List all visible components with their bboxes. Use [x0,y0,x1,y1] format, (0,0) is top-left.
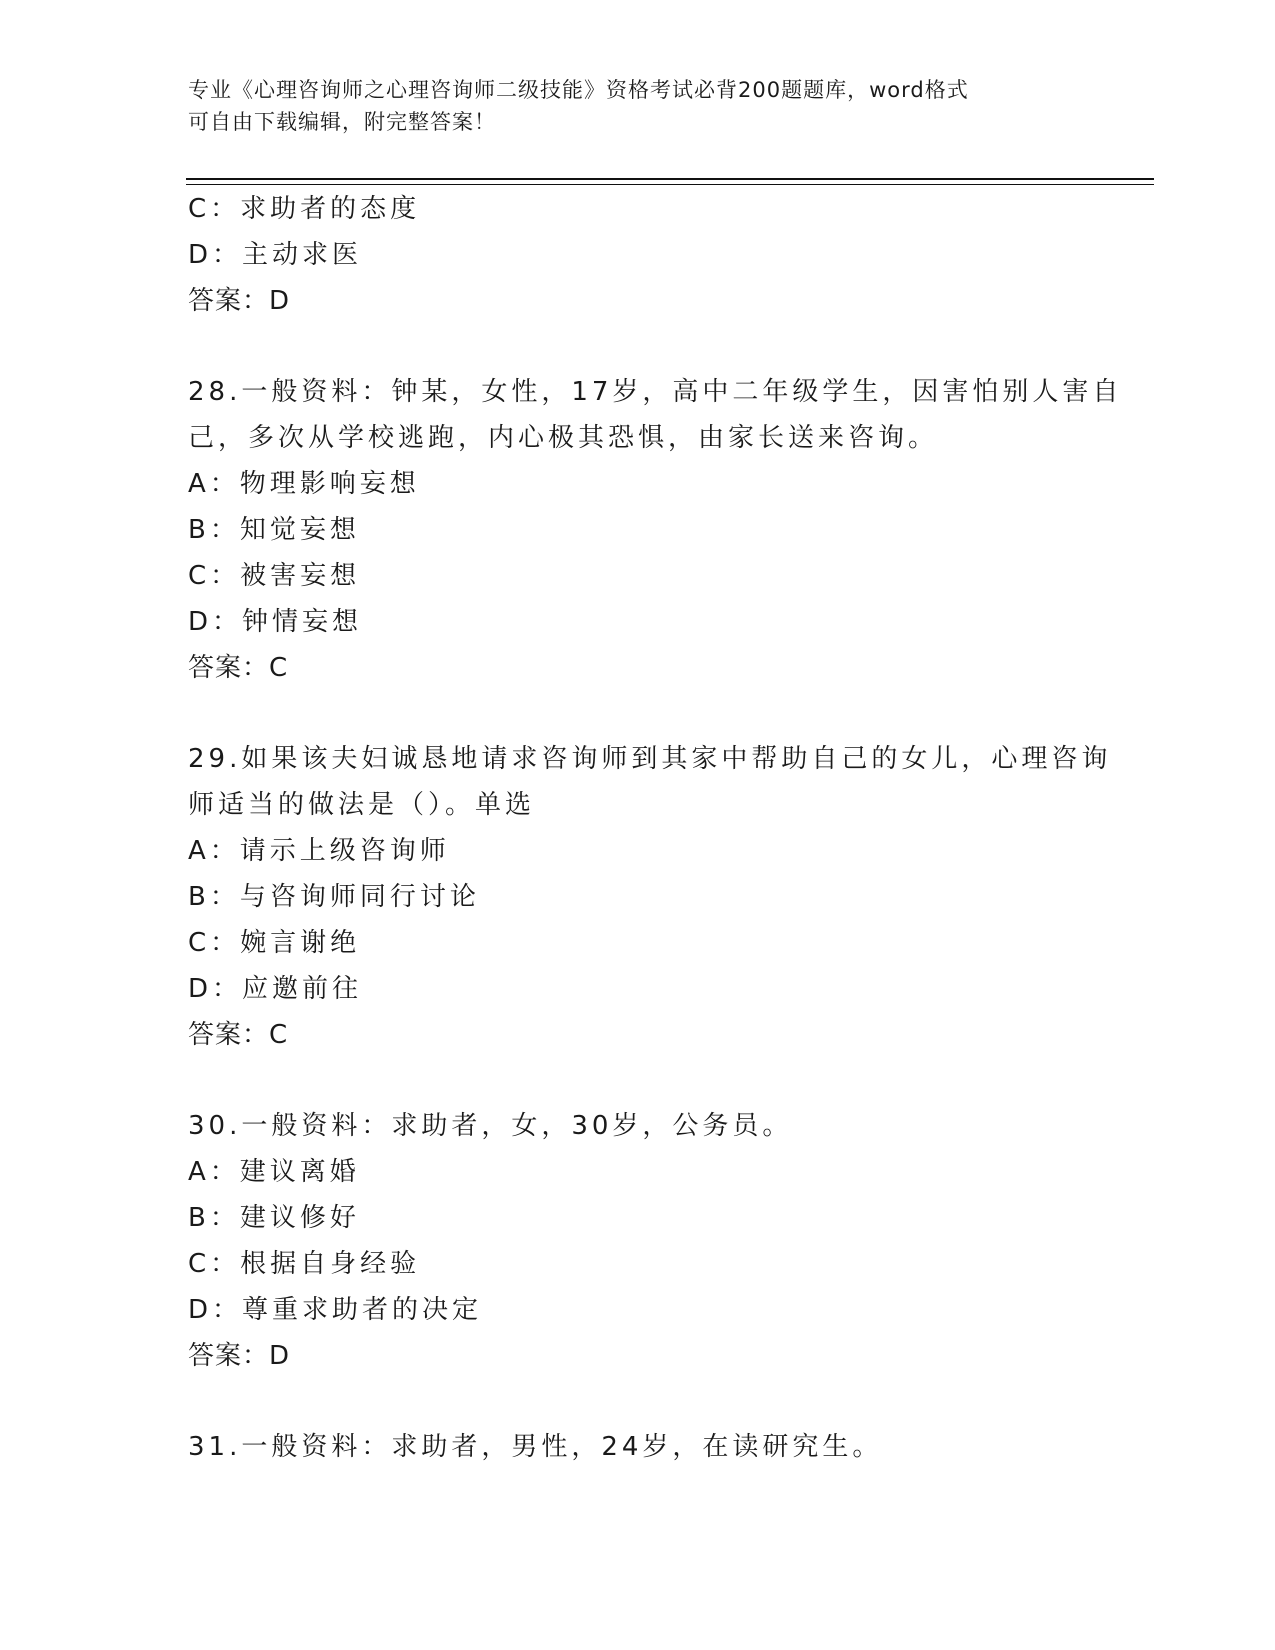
option-b: B：与咨询师同行讨论 [188,882,480,912]
option-c: C：根据自身经验 [188,1249,421,1279]
answer-line: 答案：D [188,286,291,316]
option-b: B：知觉妄想 [188,515,360,545]
question-text-line: 28.一般资料：钟某，女性，17岁，高中二年级学生，因害怕别人害自 [188,377,1123,407]
header-line-2: 可自由下载编辑，附完整答案！ [188,110,496,134]
option-b: B：建议修好 [188,1203,360,1233]
option-c: C：婉言谢绝 [188,928,361,958]
option-d: D：尊重求助者的决定 [188,1295,483,1325]
question-text-line: 31.一般资料：求助者，男性，24岁，在读研究生。 [188,1432,883,1462]
option-d: D：钟情妄想 [188,607,363,637]
option-c: C：被害妄想 [188,561,361,591]
question-block [188,186,1088,324]
question-block [188,369,1123,691]
option-d: D：应邀前往 [188,974,363,1004]
option-c: C：求助者的态度 [188,194,421,224]
question-text-line: 师适当的做法是（）。单选 [188,790,536,820]
question-text-line: 己，多次从学校逃跑，内心极其恐惧，由家长送来咨询。 [188,423,939,453]
header-rule-thin [186,184,1154,185]
answer-line: 答案：D [188,1341,291,1371]
page-header [188,74,1088,138]
option-a: A：建议离婚 [188,1157,360,1187]
question-block [188,1424,1088,1470]
question-block [188,1103,1088,1379]
question-list [188,186,1123,1470]
answer-line: 答案：C [188,1020,289,1050]
answer-line: 答案：C [188,653,289,683]
option-a: A：物理影响妄想 [188,469,420,499]
header-rule-thick [186,178,1154,180]
question-block [188,736,1112,1058]
option-a: A：请示上级咨询师 [188,836,450,866]
option-d: D：主动求医 [188,240,363,270]
question-text-line: 29.如果该夫妇诚恳地请求咨询师到其家中帮助自己的女儿，心理咨询 [188,744,1112,774]
question-text-line: 30.一般资料：求助者，女，30岁，公务员。 [188,1111,793,1141]
header-line-1: 专业《心理咨询师之心理咨询师二级技能》资格考试必背200题题库，word格式 [188,78,969,102]
